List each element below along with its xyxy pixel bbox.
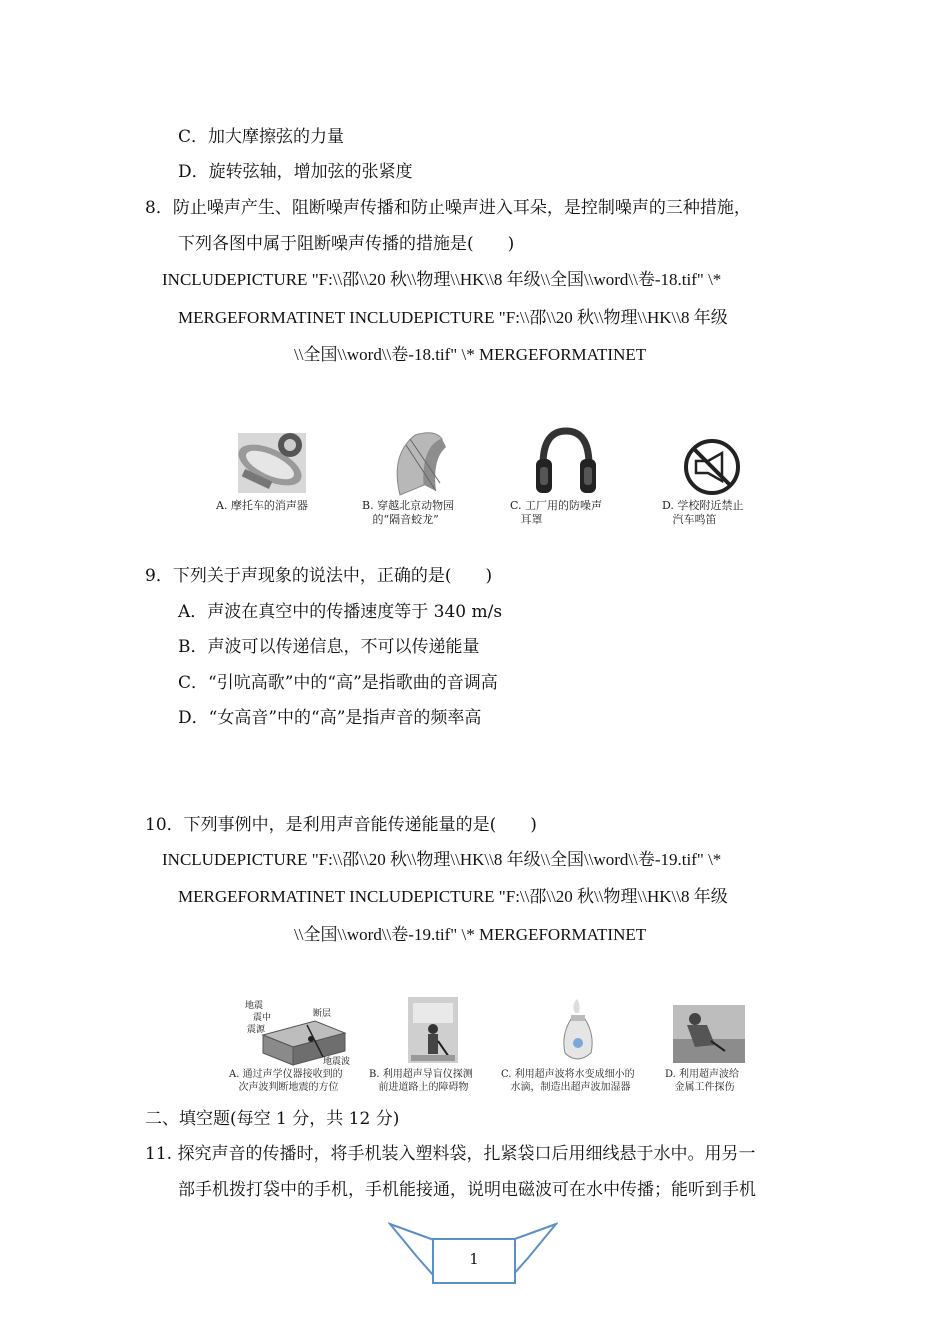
- q8-include-line2: MERGEFORMATINET INCLUDEPICTURE "F:\\邵\\20 秋\\物理\\HK\\8 年级: [178, 308, 728, 327]
- muffler-image: [232, 433, 307, 494]
- q10-caption-d: D. 利用超声波给 金属工件探伤: [665, 1069, 740, 1093]
- q9-option-c: C．“引吭高歌”中的“高”是指歌曲的音调高: [178, 673, 498, 693]
- q8-stem-line1: 8．防止噪声产生、阻断噪声传播和防止噪声进入耳朵，是控制噪声的三种措施，: [145, 198, 751, 218]
- q8-caption-a: A. 摩托车的消声器: [216, 499, 308, 512]
- q10-caption-a: A. 通过声学仪器接收到的 次声波判断地震的方位: [229, 1069, 343, 1093]
- q8-include-line1: INCLUDEPICTURE "F:\\邵\\20 秋\\物理\\HK\\8 年级\\全国\\word\\卷-18.tif" \*: [162, 270, 722, 289]
- no-honking-sign-image: [686, 441, 738, 493]
- q9-option-d: D．“女高音”中的“高”是指声音的频率高: [178, 708, 482, 728]
- page-number: 1: [469, 1250, 479, 1268]
- sound-barrier-image: [397, 433, 446, 495]
- q8-caption-b: B. 穿越北京动物园 的“隔音蛟龙”: [362, 499, 455, 526]
- q8-figure: [210, 425, 770, 535]
- label-hypocenter: 震中: [253, 1013, 272, 1023]
- q10-caption-b: B. 利用超声导盲仪探测 前进道路上的障碍物: [369, 1069, 473, 1093]
- q8-include-line3: \\全国\\word\\卷-18.tif" \* MERGEFORMATINET: [294, 345, 647, 364]
- label-seismic-wave: 地震波: [323, 1057, 351, 1067]
- earmuffs-image: [536, 431, 596, 493]
- humidifier-image: [564, 999, 592, 1059]
- q9-option-a: A．声波在真空中的传播速度等于 340 m/s: [178, 602, 503, 622]
- blind-guide-photo: [408, 997, 458, 1063]
- q11-line2: 部手机拨打袋中的手机，手机能接通，说明电磁波可在水中传播；能听到手机: [178, 1180, 756, 1200]
- q10-figure: [225, 995, 765, 1100]
- q10-include-line1: INCLUDEPICTURE "F:\\邵\\20 秋\\物理\\HK\\8 年级\\全国\\word\\卷-19.tif" \*: [162, 850, 722, 869]
- q9-option-b: B．声波可以传递信息，不可以传递能量: [178, 637, 480, 657]
- label-focus: 震源: [247, 1025, 266, 1035]
- q10-include-line2: MERGEFORMATINET INCLUDEPICTURE "F:\\邵\\20 秋\\物理\\HK\\8 年级: [178, 887, 728, 906]
- page-number-box: [432, 1238, 516, 1284]
- label-fault: 断层: [313, 1009, 332, 1019]
- q8-caption-d: D. 学校附近禁止 汽车鸣笛: [662, 499, 744, 526]
- label-earthquake: 地震: [245, 1001, 264, 1011]
- section2-title: 二、填空题(每空 1 分，共 12 分): [145, 1109, 400, 1129]
- q8-caption-c: C. 工厂用的防噪声 耳罩: [510, 499, 603, 526]
- q7-option-d: D．旋转弦轴，增加弦的张紧度: [178, 162, 413, 182]
- q7-option-c: C．加大摩擦弦的力量: [178, 127, 345, 147]
- q10-include-line3: \\全国\\word\\卷-19.tif" \* MERGEFORMATINET: [294, 925, 647, 944]
- q8-stem-line2: 下列各图中属于阻断噪声传播的措施是( ): [178, 234, 515, 254]
- q10-stem: 10．下列事例中，是利用声音能传递能量的是( ): [145, 815, 537, 835]
- flaw-detection-photo: [673, 1005, 745, 1063]
- q11-line1: 11. 探究声音的传播时，将手机装入塑料袋，扎紧袋口后用细线悬于水中。用另一: [145, 1144, 756, 1164]
- q10-caption-c: C. 利用超声波将水变成细小的 水滴，制造出超声波加湿器: [501, 1069, 635, 1093]
- q9-stem: 9．下列关于声现象的说法中，正确的是( ): [145, 566, 493, 586]
